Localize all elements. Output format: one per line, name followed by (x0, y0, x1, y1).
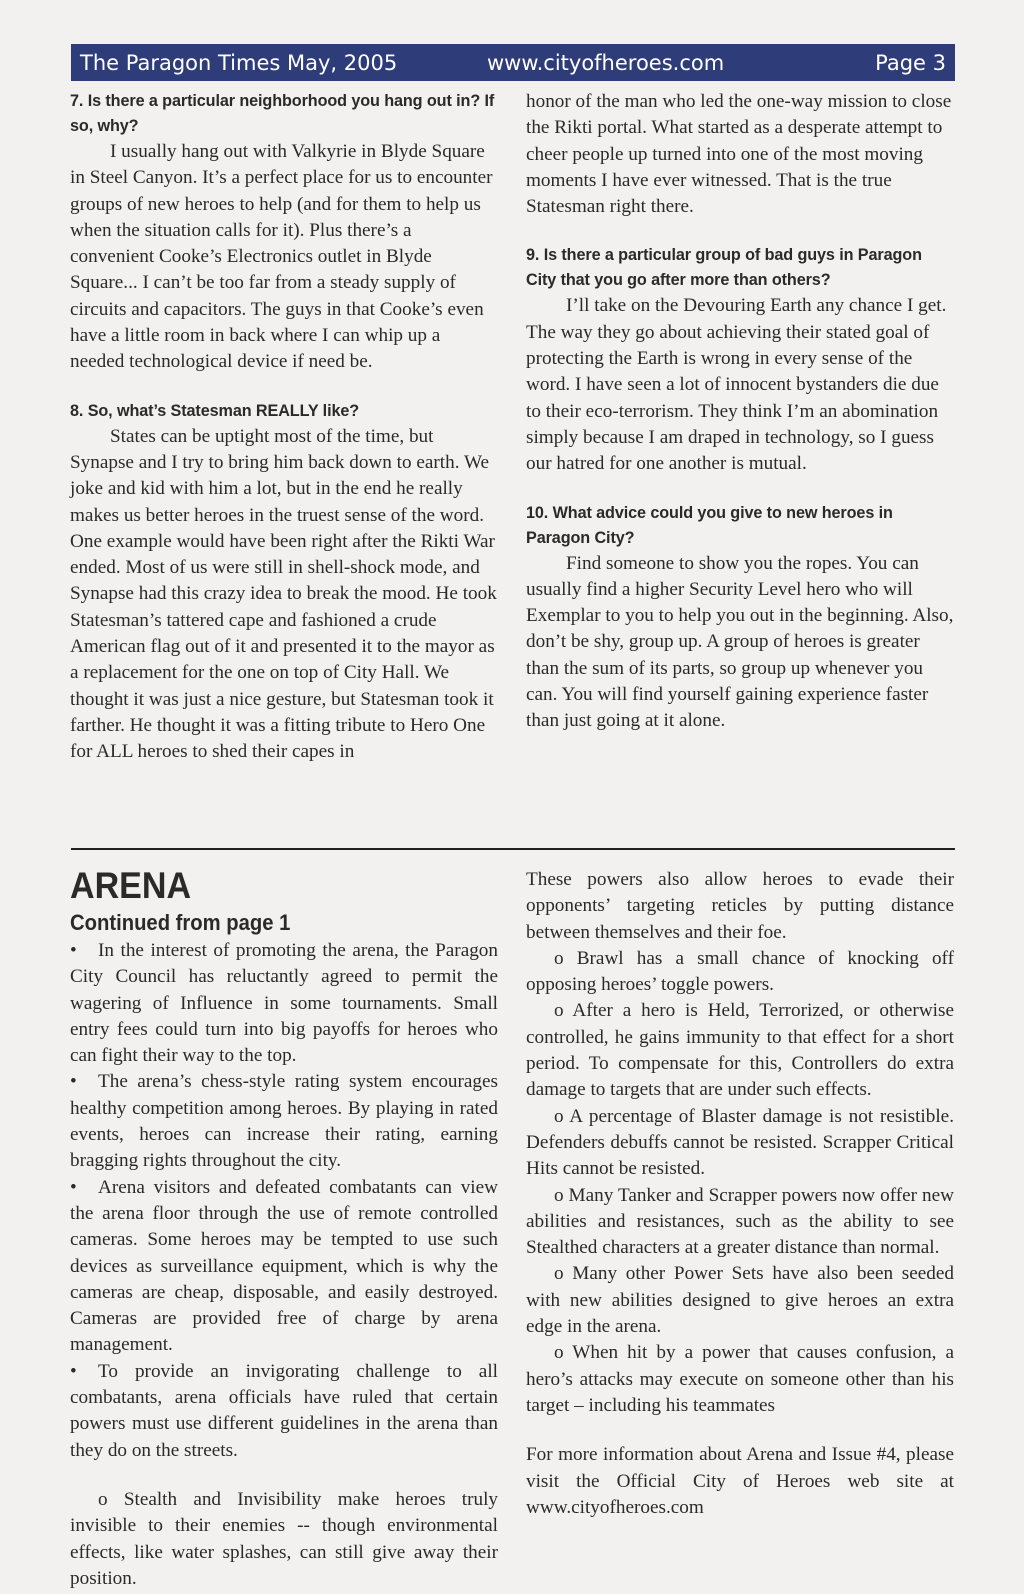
page-header (71, 44, 955, 81)
section-divider (71, 848, 955, 850)
interview-left-column (70, 89, 498, 766)
question-9: 9. Is there a particular group of bad guys in Paragon City that you go after more than others? (526, 246, 922, 290)
answer-7: I usually hang out with Valkyrie in Blyde Square in Steel Canyon. It’s a perfect place for us to encounter groups of new heroes to help (and for them to help us when the situation calls for it). Plus there’s a convenient Cooke’s Electronics outlet in Blyde Square... I can’t be too far from a steady supply of circuits and capacitors. The guys in that Cooke’s even have a little room in back where I can whip up a needed technological device if need be. (70, 141, 493, 373)
answer-9: I’ll take on the Devouring Earth any chance I get. The way they go about achieving their stated goal of protecting the Earth is wrong in every sense of the word. I have seen a lot of innocent bystanders die due to their eco-terrorism. They think I’m an abomination simply because I am draped in technology, so I guess our hatred for one another is mutual. (526, 295, 947, 475)
arena-sub-item: o Brawl has a small chance of knocking off opposing heroes’ toggle powers. (526, 947, 954, 996)
arena-sub-item: o A percentage of Blaster damage is not resistible. Defenders debuffs cannot be resisted. Scrapper Critical Hits cannot be resisted. (526, 1105, 954, 1180)
question-10: 10. What advice could you give to new heroes in Paragon City? (526, 503, 893, 547)
arena-bullet: • In the interest of promoting the arena, the Paragon City Council has reluctantly agreed to permit the wagering of Influence in some tournaments. Small entry fees could turn into big payoffs for heroes who can fight their way to the top. (70, 940, 498, 1067)
question-8: 8. So, what’s Statesman REALLY like? (70, 401, 360, 420)
arena-subheading: Continued from page 1 (70, 910, 291, 935)
arena-sub-item: o Many Tanker and Scrapper powers now offer new abilities and resistances, such as the ability to see Stealthed characters at a greater distance than normal. (526, 1184, 954, 1259)
arena-closing-note: For more information about Arena and Issue #4, please visit the Official City of Heroes web site at www.cityofheroes.com (526, 1444, 954, 1518)
arena-sub-item: o After a hero is Held, Terrorized, or otherwise controlled, he gains immunity to that effect for a short period. To compensate for this, Controllers do extra damage to targets that are under such effects. (526, 1000, 954, 1101)
interview-right-column (526, 89, 954, 735)
arena-bullet: • To provide an invigorating challenge to all combatants, arena officials have ruled that certain powers must use different guidelines in the arena than they do on the streets. (70, 1360, 498, 1461)
website-url: www.cityofheroes.com (487, 50, 725, 75)
page-number: Page 3 (875, 50, 946, 75)
answer-8-continued: honor of the man who led the one-way mission to close the Rikti portal. What started as a desperate attempt to cheer people up turned into one of the most moving moments I have ever witnessed. That is the true Statesman right there. (526, 91, 952, 218)
arena-sub-item: o Stealth and Invisibility make heroes truly invisible to their enemies -- though environmental effects, like water splashes, can still give away their position. (70, 1488, 498, 1589)
answer-10: Find someone to show you the ropes. You can usually find a higher Security Level hero who will Exemplar to you to help you out in the beginning. Also, don’t be shy, group up. A group of heroes is greater than the sum of its parts, so group up whenever you can. You will find yourself gaining experience faster than just going at it alone. (526, 552, 954, 732)
arena-sub-item: o Many other Power Sets have also been seeded with new abilities designed to give heroes an extra edge in the arena. (526, 1263, 954, 1338)
arena-left-column (70, 864, 498, 1592)
arena-sub-item: o When hit by a power that causes confusion, a hero’s attacks may execute on someone other than his target – including his teammates (526, 1342, 954, 1416)
question-7: 7. Is there a particular neighborhood you hang out in? If so, why? (70, 92, 495, 135)
arena-bullet: • The arena’s chess-style rating system encourages healthy competition among heroes. By playing in rated events, heroes can increase their rating, earning bragging rights throughout the city. (70, 1071, 498, 1172)
arena-heading: ARENA (70, 865, 192, 906)
arena-sub-item-continued: These powers also allow heroes to evade their opponents’ targeting reticles by putting distance between themselves and their foe. (526, 869, 954, 943)
publication-title: The Paragon Times May, 2005 (80, 50, 398, 75)
arena-right-column (526, 867, 954, 1521)
answer-8: States can be uptight most of the time, but Synapse and I try to bring him back down to earth. We joke and kid with him a lot, but in the end he really makes us better heroes in the truest sense of the word. One example would have been right after the Rikti War ended. Most of us were still in shell-shock mode, and Synapse had this crazy idea to break the mood. He took Statesman’s tattered cape and fashioned a crude American flag out of it and presented it to the mayor as a replacement for the one on top of City Hall. We thought it was just a nice gesture, but Statesman took it farther. He thought it was a fitting tribute to Hero One for ALL heroes to shed their capes in (70, 425, 497, 763)
arena-bullet: • Arena visitors and defeated combatants can view the arena floor through the use of remote controlled cameras. Some heroes may be tempted to use such devices as surveillance equipment, which is why the cameras are cheap, disposable, and easily destroyed. Cameras are provided free of charge by arena management. (70, 1176, 498, 1356)
